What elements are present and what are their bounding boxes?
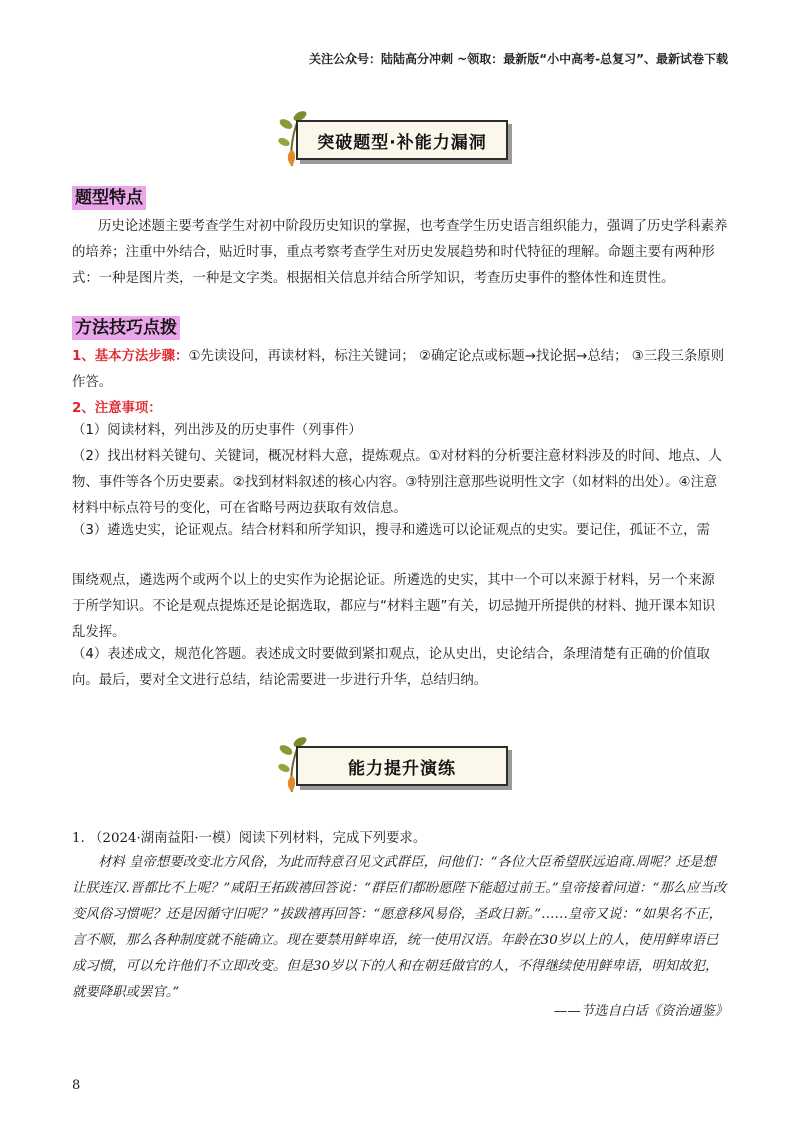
section-banner-1 (274, 112, 514, 164)
notice-label-text: 2、注意事项： (72, 401, 162, 416)
banner-box (296, 746, 508, 786)
question-stem: 1. （2024·湖南益阳·一模）阅读下列材料，完成下列要求。 (72, 831, 427, 846)
features-paragraph: 历史论述题主要考查学生对初中阶段历史知识的掌握，也考查学生历史语言组织能力，强调了历史学科素养的培养；注重中外结合，贴近时事，重点考察考查学生对历史发展趋势和时代特征的理解。命题主要有两种形式：一种是图片类，一种是文字类。根据相关信息并结合所学知识，考查历史事件的整体性和连贯性。 (72, 219, 728, 286)
notice-item-2: （2）找出材料关键句、关键词，概况材料大意，提炼观点。①对材料的分析要注意材料涉及的时间、地点、人物、事件等各个历史要素。②找到材料叙述的核心内容。③特别注意那些说明性文字（如材料的出处）。④注意材料中标点符号的变化，可在省略号两边获取有效信息。 (72, 449, 722, 516)
notice-item-4: （4）表述成文，规范化答题。表述成文时要做到紧扣观点，论从史出，史论结合，条理清楚有正确的价值取向。最后，要对全文进行总结，结论需要进一步进行升华，总结归纳。 (72, 647, 710, 688)
page-number: 8 (72, 1078, 81, 1093)
section-banner-2 (274, 738, 514, 790)
notice-item-3-continued: 围绕观点，遴选两个或两个以上的史实作为论据论证。所遴选的史实，其中一个可以来源于材料，另一个来源于所学知识。不论是观点提炼还是论据选取，都应与“材料主题”有关，切忌抛开所提供的材料、抛开课本知识乱发挥。 (72, 573, 716, 640)
steps-label: 1、基本方法步骤： (72, 349, 189, 364)
header-note: 关注公众号：陆陆高分冲刺 ~领取：最新版“小中高考-总复习”、最新试卷下载 (309, 52, 728, 66)
banner-box (296, 120, 508, 160)
banner-title: 突破题型·补能力漏洞 (317, 132, 487, 153)
steps-text: ①先读设问，再读材料，标注关键词； ②确定论点或标题→找论据→总结； ③三段三条原则作答。 (72, 349, 725, 390)
banner-title: 能力提升演练 (348, 758, 456, 779)
notice-item-1: （1）阅读材料，列出涉及的历史事件（列事件） (72, 423, 362, 438)
notice-item-3: （3）遴选史实，论证观点。结合材料和所学知识，搜寻和遴选可以论证观点的史实。要记住，孤证不立，需 (72, 523, 710, 538)
section-title-features: 题型特点 (72, 186, 146, 210)
question-material: 材料 皇帝想要改变北方风俗，为此而特意召见文武群臣，问他们：“各位大臣希望朕远追商.周呢？还是想让朕连汉.晋都比不上呢？”咸阳王拓跋禧回答说：“群臣们都盼愿陛下能超过前王。”皇帝接着问道：“那么应当改变风俗习惯呢？还是因循守旧呢？”拔跋禧再回答：“愿意移风易俗，圣政日新。”……皇帝又说：“如果名不正，言不顺，那么各种制度就不能确立。现在要禁用鲜卑语，统一使用汉语。年龄在30岁以上的人，使用鲜卑语已成习惯，可以允许他们不立即改变。但是30岁以下的人和在朝廷做官的人，不得继续使用鲜卑语，明知故犯，就要降职或罢官。” (72, 855, 727, 1000)
material-source: ——节选自白话《资治通鉴》 (553, 1004, 728, 1019)
section-title-methods: 方法技巧点拨 (72, 316, 180, 340)
method-steps (72, 344, 728, 396)
